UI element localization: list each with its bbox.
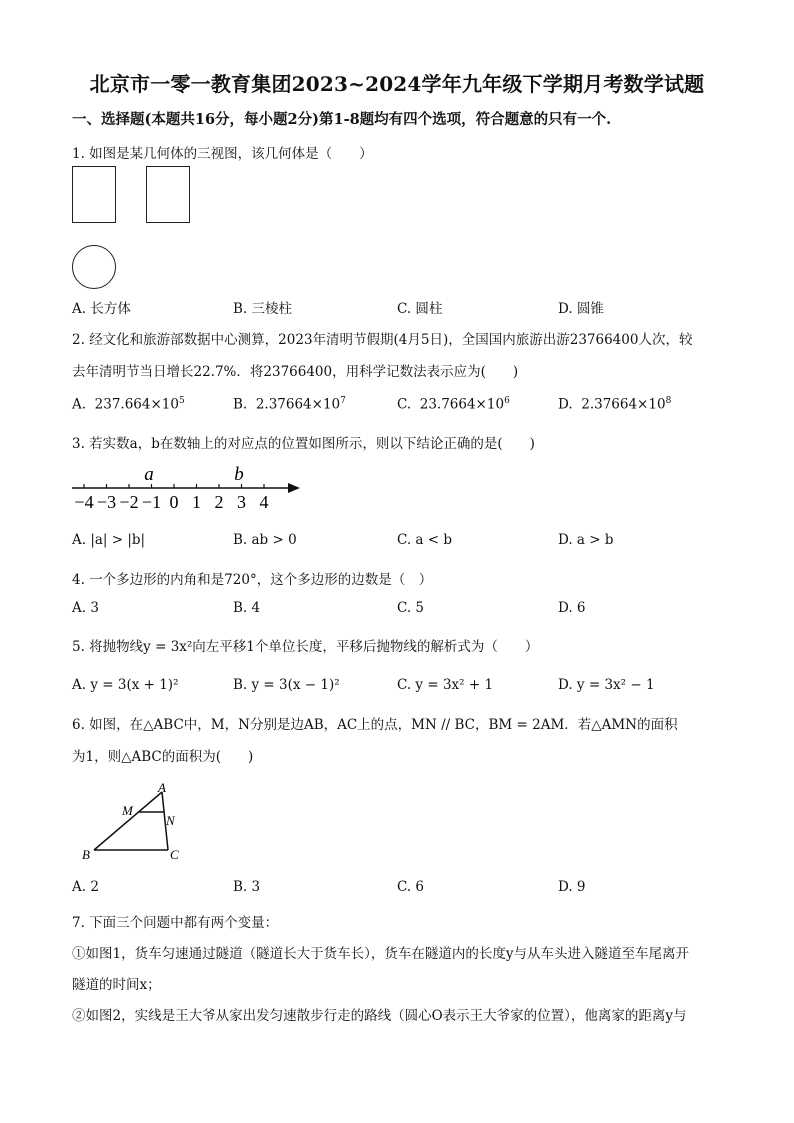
q6-option-a[interactable]: A. 2 [72, 879, 99, 895]
q6-option-b[interactable]: B. 3 [233, 879, 261, 895]
q2-option-a-base: 237.664×10 [94, 396, 179, 413]
exam-title: 北京市一零一教育集团2023~2024学年九年级下学期月考数学试题 [89, 72, 705, 96]
number-line-tick-label: 4 [259, 492, 269, 512]
q3-option-d[interactable]: D. a > b [558, 532, 614, 548]
point-b-label: b [234, 464, 244, 485]
question-2-line-2: 去年清明节当日增长22.7%．将23766400，用科学记数法表示应为( ) [72, 364, 519, 380]
q4-option-d[interactable]: D. 6 [558, 600, 586, 616]
front-view-rectangle [72, 166, 116, 223]
question-2-line-1: 2. 经文化和旅游部数据中心测算，2023年清明节假期(4月5日)，全国国内旅游出游23766400人次，较 [72, 332, 693, 348]
side-view-rectangle [146, 166, 190, 223]
section-heading: 一、选择题(本题共16分，每小题2分)第1-8题均有四个选项，符合题意的只有一个. [72, 111, 612, 128]
q2-option-d-label: D. [558, 396, 573, 413]
question-5-stem: 5. 将抛物线y = 3x²向左平移1个单位长度，平移后抛物线的解析式为（ ） [72, 639, 539, 655]
question-6-line-2: 为1，则△ABC的面积为( ) [72, 749, 254, 765]
question-7-line-4: ②如图2，实线是王大爷从家出发匀速散步行走的路线（圆心O表示王大爷家的位置），他离家的距离y与 [72, 1008, 687, 1024]
q1-option-c[interactable]: C. 圆柱 [397, 301, 443, 317]
question-3-stem: 3. 若实数a，b在数轴上的对应点的位置如图所示，则以下结论正确的是( ) [72, 436, 535, 452]
side-ab [94, 792, 162, 850]
question-1-stem: 1. 如图是某几何体的三视图，该几何体是（ ） [72, 146, 373, 162]
question-4-stem: 4. 一个多边形的内角和是720°，这个多边形的边数是（ ） [72, 572, 433, 588]
q2-option-a-label: A. [72, 396, 87, 413]
number-line-tick-label: 1 [192, 492, 201, 512]
question-7-line-1: 7. 下面三个问题中都有两个变量： [72, 915, 279, 931]
q1-option-a[interactable]: A. 长方体 [72, 301, 131, 317]
vertex-c-label: C [170, 847, 179, 862]
q3-option-c[interactable]: C. a < b [397, 532, 453, 548]
number-line-figure [68, 458, 308, 514]
number-line-tick-label: −2 [119, 492, 139, 512]
q2-option-d-exp: 8 [665, 396, 672, 406]
q2-option-c[interactable] [397, 396, 510, 413]
point-a-label: a [144, 464, 154, 485]
q2-option-d-base: 2.37664×10 [581, 396, 666, 413]
q2-option-b-exp: 7 [340, 396, 346, 406]
q5-option-a[interactable]: A. y = 3(x + 1)² [72, 677, 179, 693]
q2-option-b-base: 2.37664×10 [255, 396, 341, 413]
vertex-a-label: A [158, 780, 166, 795]
number-line-tick-labels [74, 492, 268, 512]
q2-option-c-label: C. [397, 396, 412, 413]
point-n-label: N [166, 813, 175, 828]
q1-option-d[interactable]: D. 圆锥 [558, 301, 604, 317]
question-7-line-2: ①如图1，货车匀速通过隧道（隧道长大于货车长），货车在隧道内的长度y与从车头进入隧道至车尾离开 [72, 946, 689, 962]
point-m-label: M [122, 803, 133, 818]
question-7-line-3: 隧道的时间x； [72, 977, 161, 993]
q2-option-b-label: B. [233, 396, 248, 413]
q3-option-a[interactable]: A. |a| > |b| [72, 532, 146, 548]
q2-option-c-base: 23.7664×10 [419, 396, 505, 413]
number-line-tick-label: 3 [237, 492, 246, 512]
q6-option-d[interactable]: D. 9 [558, 879, 586, 895]
top-view-circle [72, 245, 116, 289]
number-line-tick-label: 2 [214, 492, 224, 512]
q5-option-d[interactable]: D. y = 3x² − 1 [558, 677, 655, 693]
triangle-figure [78, 778, 194, 864]
question-6-line-1: 6. 如图，在△ABC中，M，N分别是边AB，AC上的点，MN // BC，BM = 2AM．若△AMN的面积 [72, 717, 678, 733]
q4-option-a[interactable]: A. 3 [72, 600, 99, 616]
q4-option-c[interactable]: C. 5 [397, 600, 425, 616]
number-line-tick-label: 0 [169, 492, 179, 512]
q3-option-b[interactable]: B. ab > 0 [233, 532, 297, 548]
q5-option-b[interactable]: B. y = 3(x − 1)² [233, 677, 340, 693]
number-line-tick-label: −1 [141, 492, 162, 512]
q2-option-a[interactable] [72, 396, 185, 413]
vertex-b-label: B [82, 847, 90, 862]
q6-option-c[interactable]: C. 6 [397, 879, 425, 895]
q2-option-d[interactable] [558, 396, 671, 413]
q4-option-b[interactable]: B. 4 [233, 600, 261, 616]
q2-option-a-exp: 5 [178, 396, 185, 406]
number-line-arrow [288, 483, 300, 493]
number-line-tick-label: −3 [96, 492, 117, 512]
q2-option-c-exp: 6 [504, 396, 510, 406]
number-line-tick-label: −4 [74, 492, 94, 512]
q5-option-c[interactable]: C. y = 3x² + 1 [397, 677, 494, 693]
q2-option-b[interactable] [233, 396, 346, 413]
q1-option-b[interactable]: B. 三棱柱 [233, 301, 293, 317]
